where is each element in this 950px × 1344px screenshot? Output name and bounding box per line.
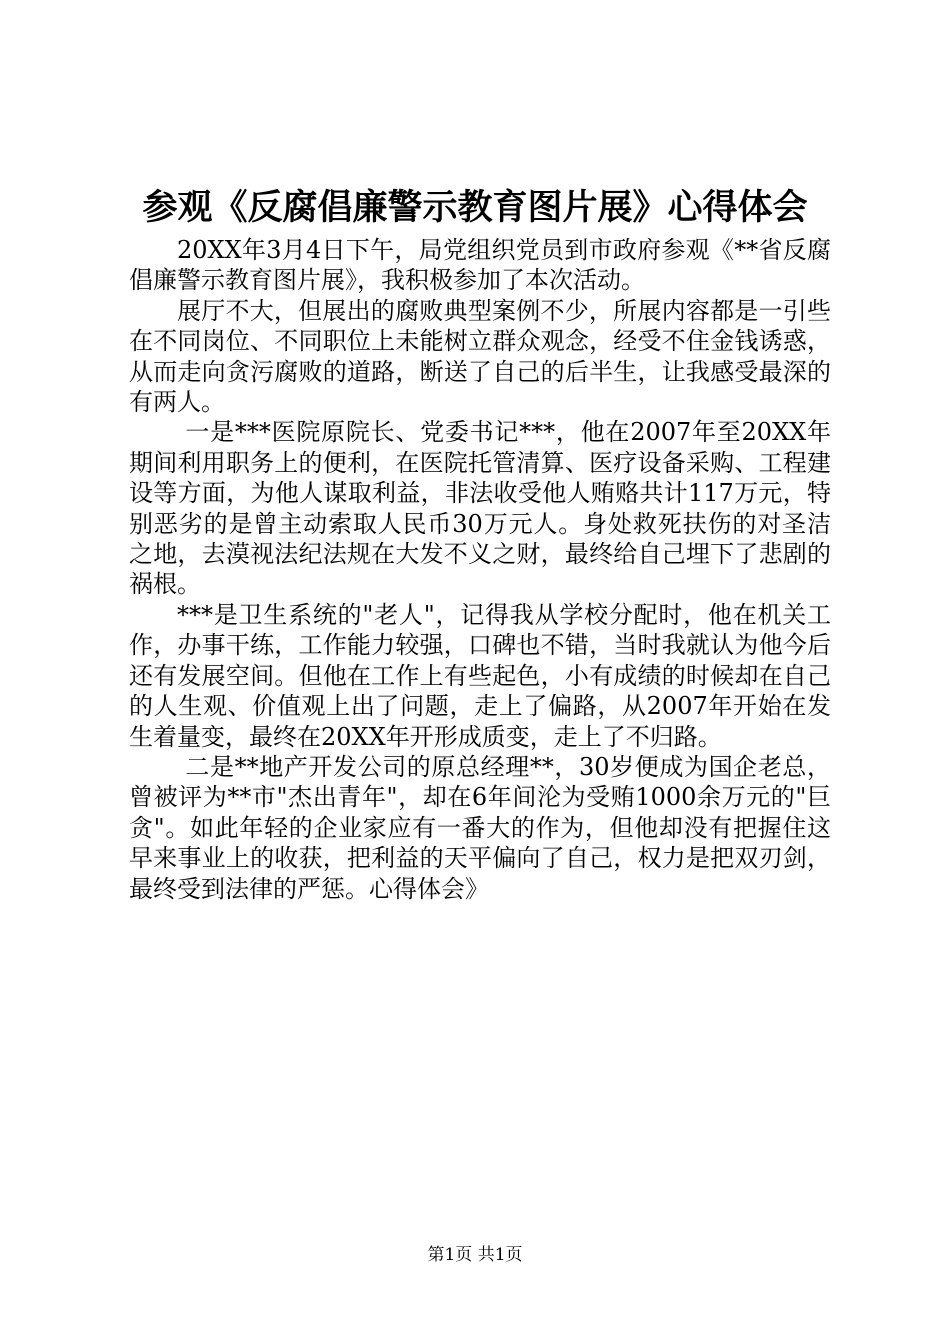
paragraph-intro: 20XX年3月4日下午，局党组织党员到市政府参观《**省反腐倡廉警示教育图片展》，我积极参加了本次活动。 (129, 236, 831, 295)
document-body (129, 235, 831, 904)
paragraph-case-one-reflection: ***是卫生系统的"老人"，记得我从学校分配时，他在机关工作，办事干练，工作能力较强，口碑也不错，当时我就认为他今后还有发展空间。但他在工作上有些起色，小有成绩的时候却在自己的人生观、价值观上出了问题，走上了偏路，从2007年开始在发生着量变，最终在20XX年开形成质变，走上了不归路。 (129, 600, 831, 751)
document-title: 参观《反腐倡廉警示教育图片展》心得体会 (142, 187, 808, 228)
paragraph-case-one: 一是***医院原院长、党委书记***，他在2007年至20XX年期间利用职务上的便利，在医院托管清算、医疗设备采购、工程建设等方面，为他人谋取利益，非法收受他人贿赂共计117万元，特别恶劣的是曾主动索取人民币30万元人。身处救死扶伤的对圣洁之地，去漠视法纪法规在大发不义之财，最终给自己埋下了悲剧的祸根。 (129, 418, 831, 599)
paragraph-exhibition: 展厅不大，但展出的腐败典型案例不少，所展内容都是一引些在不同岗位、不同职位上未能树立群众观念，经受不住金钱诱惑，从而走向贪污腐败的道路，断送了自己的后半生，让我感受最深的有两人。 (129, 296, 831, 417)
paragraph-case-two: 二是**地产开发公司的原总经理**，30岁便成为国企老总，曾被评为**市"杰出青年"，却在6年间沦为受贿1000余万元的"巨贪"。如此年轻的企业家应有一番大的作为，但他却没有把握住这早来事业上的收获，把利益的天平偏向了自己，权力是把双刃剑，最终受到法律的严惩。心得体会》 (129, 752, 831, 903)
page-number-footer: 第1页 共1页 (427, 1245, 523, 1265)
